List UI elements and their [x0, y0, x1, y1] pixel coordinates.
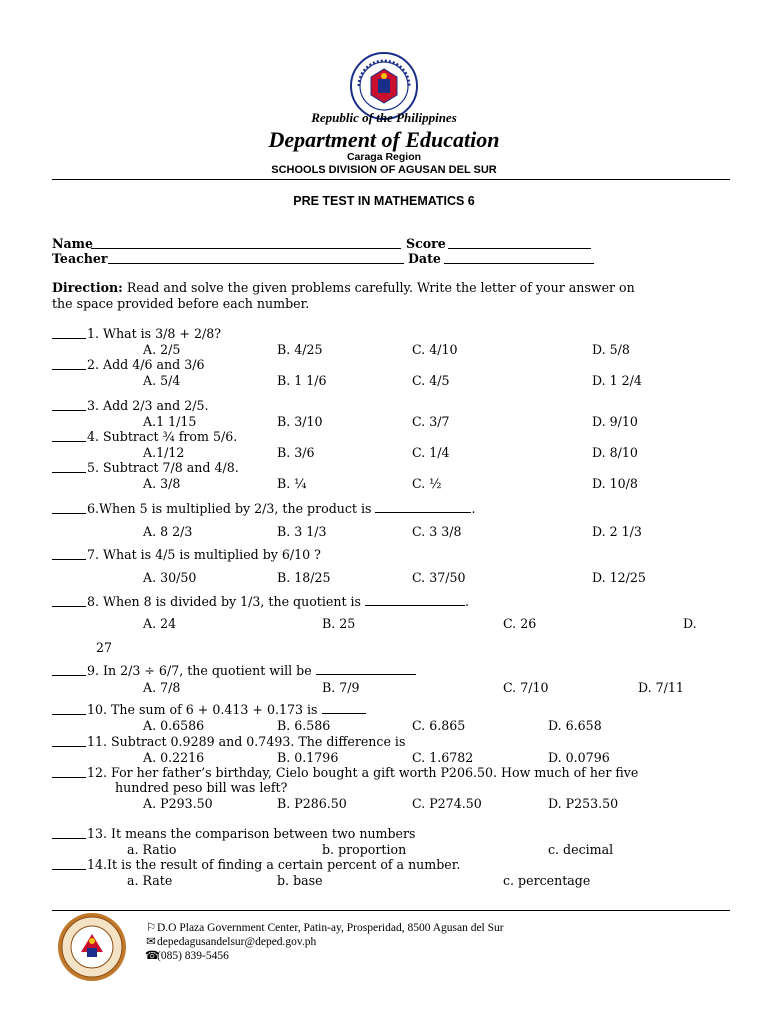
answer-blank-3[interactable] [52, 399, 86, 411]
q1-option-a: A. 2/5 [143, 342, 181, 357]
question-4: 4. Subtract ¾ from 5/6. [87, 429, 238, 444]
answer-blank-12[interactable] [52, 766, 86, 778]
q1-option-d: D. 5/8 [592, 342, 630, 357]
footer-address-line [145, 920, 504, 934]
q2-option-a: A. 5/4 [143, 373, 181, 388]
direction-line2: the space provided before each number. [52, 296, 310, 311]
q10-option-b: B. 6.586 [277, 718, 331, 733]
header-divider [52, 179, 730, 180]
q5-option-c: C. ½ [412, 476, 442, 491]
question-8 [87, 594, 469, 609]
q4-option-b: B. 3/6 [277, 445, 315, 460]
question-14: 14.It is the result of finding a certain percent of a number. [87, 857, 461, 872]
q8-option-d: D. [683, 616, 697, 631]
q2-option-c: C. 4/5 [412, 373, 450, 388]
q5-option-a: A. 3/8 [143, 476, 181, 491]
q11-option-c: C. 1.6782 [412, 750, 474, 765]
location-icon: ⚐ [145, 922, 157, 934]
q3-option-d: D. 9/10 [592, 414, 638, 429]
q8-inline-blank [365, 594, 465, 606]
direction-line1 [52, 280, 635, 295]
q7-option-b: B. 18/25 [277, 570, 331, 585]
q2-option-b: B. 1 1/6 [277, 373, 327, 388]
q7-option-d: D. 12/25 [592, 570, 646, 585]
answer-blank-9[interactable] [52, 664, 86, 676]
date-blank[interactable] [444, 252, 594, 264]
q6-option-d: D. 2 1/3 [592, 524, 642, 539]
q8-option-b: B. 25 [322, 616, 356, 631]
q12-option-b: B. P286.50 [277, 796, 347, 811]
email-icon: ✉ [146, 936, 156, 948]
score-label: Score [406, 236, 446, 251]
answer-blank-5[interactable] [52, 461, 86, 473]
question-5: 5. Subtract 7/8 and 4/8. [87, 460, 239, 475]
footer-phone: (085) 839-5456 [157, 950, 229, 962]
q8-option-d-value: 27 [96, 640, 113, 655]
footer-address: D.O Plaza Government Center, Patin-ay, Prosperidad, 8500 Agusan del Sur [157, 922, 504, 934]
question-10 [87, 702, 366, 717]
name-label: Name [52, 236, 94, 251]
question-13: 13. It means the comparison between two numbers [87, 826, 416, 841]
footer-divider [52, 910, 730, 911]
q12-option-d: D. P253.50 [548, 796, 619, 811]
q4-option-c: C. 1/4 [412, 445, 450, 460]
q5-option-b: B. ¼ [277, 476, 307, 491]
answer-blank-14[interactable] [52, 858, 86, 870]
q12-option-c: C. P274.50 [412, 796, 482, 811]
q10-option-a: A. 0.6586 [143, 718, 205, 733]
q6-option-c: C. 3 3/8 [412, 524, 462, 539]
q5-option-d: D. 10/8 [592, 476, 638, 491]
score-blank[interactable] [448, 237, 591, 249]
region-heading: Caraga Region [346, 151, 422, 163]
test-title: PRE TEST IN MATHEMATICS 6 [293, 194, 475, 208]
direction-label: Direction: [52, 280, 123, 295]
q11-option-b: B. 0.1796 [277, 750, 339, 765]
footer-phone-line [145, 948, 229, 962]
question-3: 3. Add 2/3 and 2/5. [87, 398, 209, 413]
q8-option-a: A. 24 [143, 616, 177, 631]
question-1: 1. What is 3/8 + 2/8? [87, 326, 221, 341]
q3-option-b: B. 3/10 [277, 414, 323, 429]
q7-option-a: A. 30/50 [143, 570, 197, 585]
q8-period: . [465, 594, 470, 609]
q13-option-b: b. proportion [322, 842, 407, 857]
q13-option-c: c. decimal [548, 842, 614, 857]
q9-inline-blank [316, 663, 416, 675]
q9-option-a: A. 7/8 [143, 680, 181, 695]
question-11: 11. Subtract 0.9289 and 0.7493. The difference is [87, 734, 406, 749]
q9-option-d: D. 7/11 [638, 680, 684, 695]
q6-inline-blank [375, 501, 471, 513]
q14-option-c: c. percentage [503, 873, 591, 888]
answer-blank-11[interactable] [52, 735, 86, 747]
q12-option-a: A. P293.50 [143, 796, 213, 811]
answer-blank-7[interactable] [52, 548, 86, 560]
q8-stem: 8. When 8 is divided by 1/3, the quotient is [87, 594, 366, 609]
answer-blank-13[interactable] [52, 827, 86, 839]
q6-period: . [471, 501, 476, 516]
footer-email-line [145, 934, 316, 948]
q10-option-d: D. 6.658 [548, 718, 602, 733]
q1-option-c: C. 4/10 [412, 342, 458, 357]
q14-option-b: b. base [277, 873, 323, 888]
division-logo [57, 912, 127, 982]
q9-option-c: C. 7/10 [503, 680, 549, 695]
q2-option-d: D. 1 2/4 [592, 373, 642, 388]
question-12-cont: hundred peso bill was left? [115, 780, 288, 795]
q11-option-d: D. 0.0796 [548, 750, 610, 765]
answer-blank-10[interactable] [52, 703, 86, 715]
question-6 [87, 501, 476, 516]
teacher-label: Teacher [52, 251, 108, 266]
q4-option-a: A.1/12 [143, 445, 185, 460]
q3-option-c: C. 3/7 [412, 414, 450, 429]
q10-inline-blank [322, 702, 366, 714]
q6-option-a: A. 8 2/3 [143, 524, 193, 539]
answer-blank-1[interactable] [52, 327, 86, 339]
question-2: 2. Add 4/6 and 3/6 [87, 357, 205, 372]
answer-blank-4[interactable] [52, 430, 86, 442]
division-heading: SCHOOLS DIVISION OF AGUSAN DEL SUR [271, 164, 497, 176]
q10-option-c: C. 6.865 [412, 718, 466, 733]
q6-option-b: B. 3 1/3 [277, 524, 327, 539]
q8-option-c: C. 26 [503, 616, 537, 631]
footer-email[interactable]: depedagusandelsur@deped.gov.ph [157, 936, 317, 948]
q9-stem: 9. In 2/3 ÷ 6/7, the quotient will be [87, 663, 316, 678]
q3-option-a: A.1 1/15 [143, 414, 197, 429]
answer-blank-2[interactable] [52, 358, 86, 370]
question-9 [87, 663, 416, 678]
q7-option-c: C. 37/50 [412, 570, 466, 585]
phone-icon: ☎ [145, 950, 160, 962]
teacher-blank[interactable] [108, 252, 404, 264]
direction-text: Read and solve the given problems carefully. Write the letter of your answer on [122, 280, 635, 295]
q1-option-b: B. 4/25 [277, 342, 323, 357]
q9-option-b: B. 7/9 [322, 680, 360, 695]
q11-option-a: A. 0.2216 [143, 750, 205, 765]
republic-heading: Republic of the Philippines [311, 110, 457, 125]
answer-blank-6[interactable] [52, 502, 86, 514]
question-7: 7. What is 4/5 is multiplied by 6/10 ? [87, 547, 321, 562]
q6-stem: 6.When 5 is multiplied by 2/3, the product is [87, 501, 376, 516]
q10-stem: 10. The sum of 6 + 0.413 + 0.173 is [87, 702, 322, 717]
q14-option-a: a. Rate [127, 873, 173, 888]
date-label: Date [408, 251, 441, 266]
answer-blank-8[interactable] [52, 595, 86, 607]
q13-option-a: a. Ratio [127, 842, 177, 857]
department-heading: Department of Education [268, 127, 500, 152]
q4-option-d: D. 8/10 [592, 445, 638, 460]
name-blank[interactable] [91, 237, 401, 249]
question-12: 12. For her father’s birthday, Cielo bought a gift worth P206.50. How much of her five [87, 765, 639, 780]
